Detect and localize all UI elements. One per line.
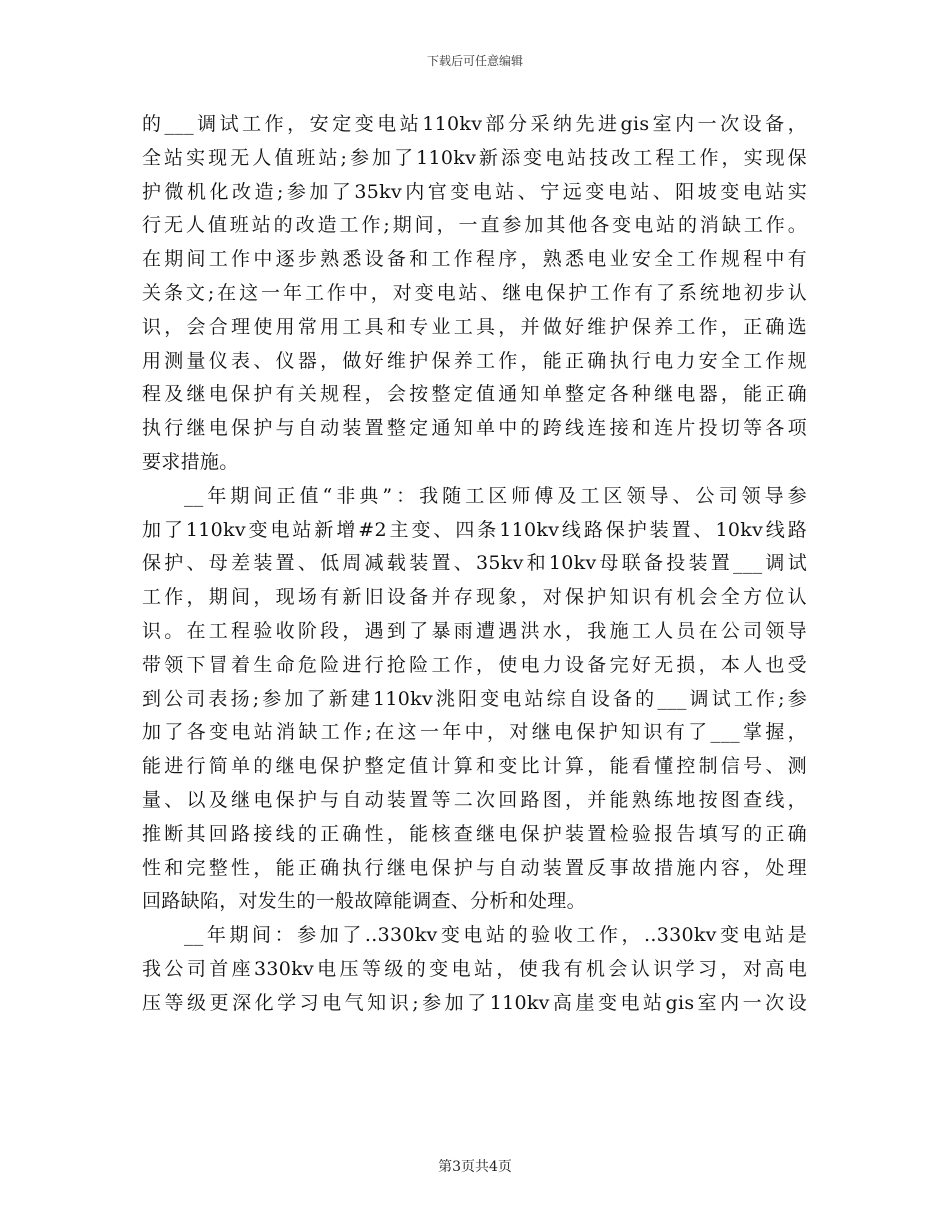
text-line: 量、以及继电保护与自动装置等二次回路图，并能熟练地按图查线， <box>142 788 807 811</box>
text-line: 用测量仪表、仪器，做好维护保养工作，能正确执行电力安全工作规 <box>142 349 807 372</box>
text-line: 在期间工作中逐步熟悉设备和工作程序，熟悉电业安全工作规程中有 <box>142 248 807 271</box>
paragraph-first-line: __年期间正值“非典”：我随工区师傅及工区领导、公司领导参 <box>184 484 807 507</box>
text-line: 压等级更深化学习电气知识;参加了110kv高崖变电站gis室内一次设 <box>142 991 807 1014</box>
paragraph-first-line: __年期间：参加了..330kv变电站的验收工作，..330kv变电站是 <box>184 924 807 947</box>
text-line: 回路缺陷，对发生的一般故障能调查、分析和处理。 <box>142 890 586 913</box>
text-line: 保护、母差装置、低周减载装置、35kv和10kv母联备投装置___调试 <box>142 552 807 575</box>
text-line: 行无人值班站的改造工作;期间，一直参加其他各变电站的消缺工作。 <box>142 214 807 237</box>
text-line: 识，会合理使用常用工具和专业工具，并做好维护保养工作，正确选 <box>142 315 807 338</box>
text-line: 程及继电保护有关规程，会按整定值通知单整定各种继电器，能正确 <box>142 383 807 406</box>
text-line: 识。在工程验收阶段，遇到了暴雨遭遇洪水，我施工人员在公司领导 <box>142 619 807 642</box>
text-line: 我公司首座330kv电压等级的变电站，使我有机会认识学习，对高电 <box>142 957 807 980</box>
text-line: 到公司表扬;参加了新建110kv洮阳变电站综自设备的___调试工作;参 <box>142 687 807 710</box>
text-line: 性和完整性，能正确执行继电保护与自动装置反事故措施内容，处理 <box>142 856 807 879</box>
page-header: 下载后可任意编辑 <box>426 54 523 68</box>
page-footer: 第3页共4页 <box>438 1159 512 1175</box>
text-line: 的___调试工作，安定变电站110kv部分采纳先进gis室内一次设备， <box>142 113 807 135</box>
text-line: 要求措施。 <box>142 450 239 473</box>
text-line: 带领下冒着生命危险进行抢险工作，使电力设备完好无损，本人也受 <box>142 653 807 676</box>
text-line: 加了各变电站消缺工作;在这一年中，对继电保护知识有了___掌握， <box>142 721 807 744</box>
text-line: 工作，期间，现场有新旧设备并存现象，对保护知识有机会全方位认 <box>142 586 807 609</box>
text-line: 护微机化改造;参加了35kv内官变电站、宁远变电站、阳坡变电站实 <box>142 180 807 203</box>
text-line: 全站实现无人值班站;参加了110kv新添变电站技改工程工作，实现保 <box>142 146 807 169</box>
text-line: 关条文;在这一年工作中，对变电站、继电保护工作有了系统地初步认 <box>142 281 807 304</box>
text-line: 加了110kv变电站新增#2主变、四条110kv线路保护装置、10kv线路 <box>142 518 807 541</box>
text-line: 执行继电保护与自动装置整定通知单中的跨线连接和连片投切等各项 <box>142 417 807 440</box>
document-body <box>142 108 807 1021</box>
text-line: 推断其回路接线的正确性，能核查继电保护装置检验报告填写的正确 <box>142 822 807 845</box>
text-line: 能进行简单的继电保护整定值计算和变比计算，能看懂控制信号、测 <box>142 755 807 778</box>
